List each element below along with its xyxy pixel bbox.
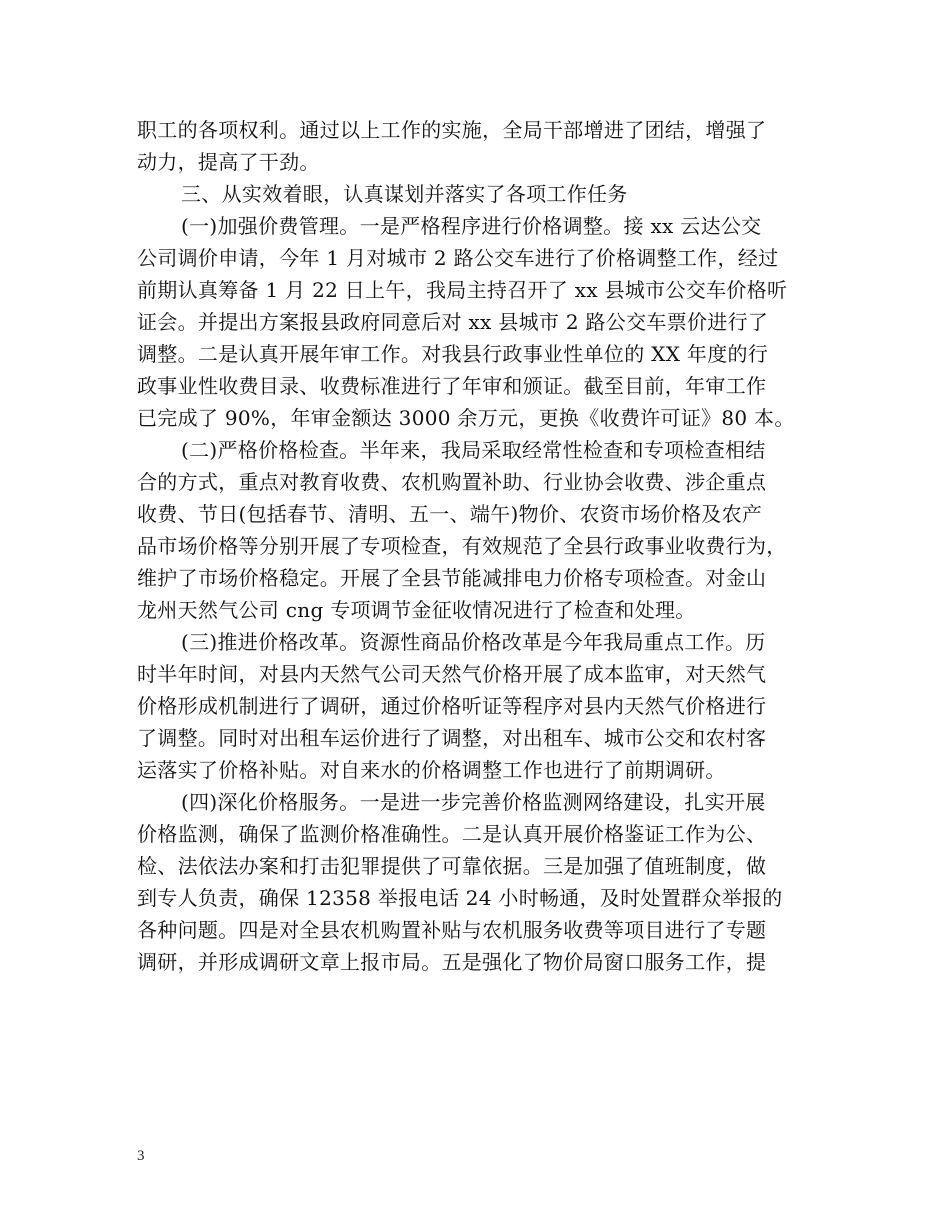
text-line: 维护了市场价格稳定。开展了全县节能减排电力价格专项检查。对金山 (137, 566, 767, 590)
paragraph-start: (二)严格价格检查。半年来，我局采取经常性检查和专项检查相结 (181, 438, 766, 462)
paragraph-start: (一)加强价费管理。一是严格程序进行价格调整。接 xx 云达公交 (181, 214, 762, 238)
text-line: 合的方式，重点对教育收费、农机购置补助、行业协会收费、涉企重点 (137, 470, 767, 494)
text-line: 收费、节日(包括春节、清明、五一、端午)物价、农资市场价格及农产 (137, 502, 763, 526)
text-line: 价格形成机制进行了调研，通过价格听证等程序对县内天然气价格进行 (137, 694, 767, 718)
text-line: 各种问题。四是对全县农机购置补贴与农机服务收费等项目进行了专题 (137, 918, 767, 942)
text-line: 公司调价申请，今年 1 月对城市 2 路公交车进行了价格调整工作，经过 (137, 246, 779, 270)
section-heading: 三、从实效着眼，认真谋划并落实了各项工作任务 (181, 182, 628, 206)
text-line: 前期认真筹备 1 月 22 日上午，我局主持召开了 xx 县城市公交车价格听 (137, 278, 788, 302)
text-line: 了调整。同时对出租车运价进行了调整，对出租车、城市公交和农村客 (137, 726, 767, 750)
text-line: 证会。并提出方案报县政府同意后对 xx 县城市 2 路公交车票价进行了 (137, 310, 769, 334)
text-line: 调研，并形成调研文章上报市局。五是强化了物价局窗口服务工作，提 (137, 950, 767, 974)
text-line: 职工的各项权利。通过以上工作的实施，全局干部增进了团结，增强了 (137, 118, 767, 142)
text-line: 龙州天然气公司 cng 专项调节金征收情况进行了检查和处理。 (137, 598, 696, 622)
text-line: 动力，提高了干劲。 (137, 150, 320, 174)
paragraph-start: (三)推进价格改革。资源性商品价格改革是今年我局重点工作。历 (181, 630, 766, 654)
paragraph-start: (四)深化价格服务。一是进一步完善价格监测网络建设，扎实开展 (181, 790, 766, 814)
body-text (137, 114, 817, 978)
text-line: 已完成了 90%，年审金额达 3000 余万元，更换《收费许可证》80 本。 (137, 406, 795, 430)
text-line: 检、法依法办案和打击犯罪提供了可靠依据。三是加强了值班制度，做 (137, 854, 767, 878)
text-line: 政事业性收费目录、收费标准进行了年审和颁证。截至目前，年审工作 (137, 374, 767, 398)
text-line: 调整。二是认真开展年审工作。对我县行政事业性单位的 XX 年度的行 (137, 342, 769, 366)
page-number: 3 (137, 1148, 145, 1164)
text-line: 时半年时间，对县内天然气公司天然气价格开展了成本监审，对天然气 (137, 662, 767, 686)
text-line: 品市场价格等分别开展了专项检查，有效规范了全县行政事业收费行为， (137, 534, 787, 558)
text-line: 到专人负责，确保 12358 举报电话 24 小时畅通，及时处置群众举报的 (137, 886, 783, 910)
text-line: 运落实了价格补贴。对自来水的价格调整工作也进行了前期调研。 (137, 758, 726, 782)
text-line: 价格监测，确保了监测价格准确性。二是认真开展价格鉴证工作为公、 (137, 822, 767, 846)
